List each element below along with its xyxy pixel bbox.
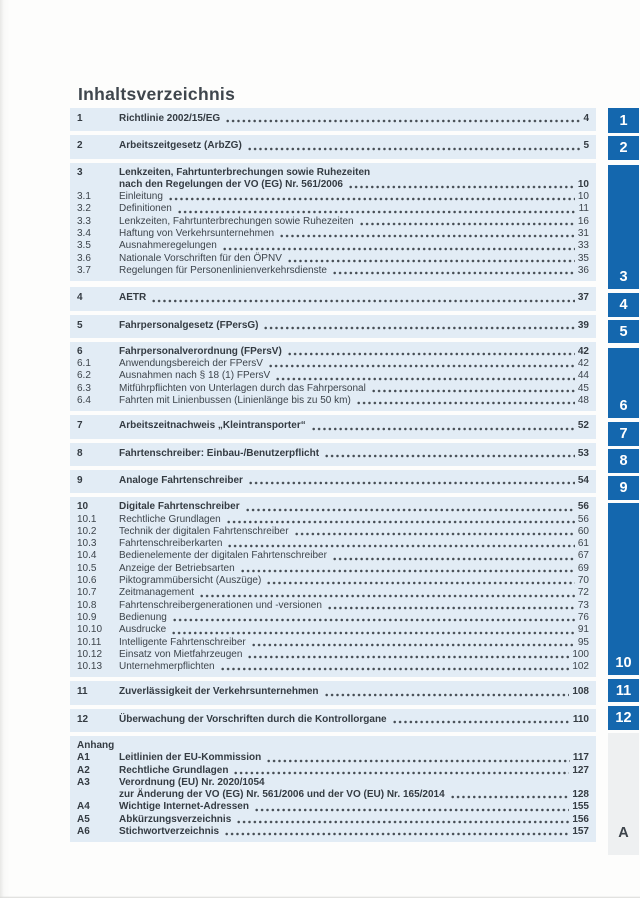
entry-title: Regelungen für Personenlinienverkehrsdienste [119,264,327,276]
toc-entry [77,346,589,358]
dotted-leader [287,259,575,263]
dotted-leader [168,197,575,201]
dotted-leader [247,147,581,151]
toc-entry [77,383,589,395]
entry-title: Arbeitszeitgesetz (ArbZG) [119,140,242,152]
entry-number: 10.12 [77,648,103,660]
appendix-label: Anhang [77,739,115,751]
toc-section-12 [70,709,596,732]
toc-entry [77,370,589,382]
entry-title: Digitale Fahrtenschreiber [119,501,240,513]
entry-number: 10.7 [77,587,97,599]
entry-number: 6.1 [77,358,91,370]
toc-section-2 [70,135,596,158]
toc-entry [77,814,589,826]
chapter-tab-1 [608,108,639,133]
page-number: 155 [572,801,589,813]
toc-entry [77,140,589,152]
entry-number: 10.4 [77,550,97,562]
chapter-tab-label: 1 [619,112,628,129]
entry-number: 10.13 [77,661,103,673]
page-number: 37 [577,292,589,304]
dotted-leader [356,401,575,405]
dotted-leader [263,326,574,330]
page-number: 56 [577,513,589,525]
toc-entry [77,550,589,562]
entry-title: Haftung von Verkehrsunternehmen [119,228,275,240]
toc-entry [77,563,589,575]
toc-entry [77,167,589,179]
entry-number: 1 [77,113,83,124]
page-number: 33 [577,240,589,252]
toc-section-10 [70,497,596,677]
entry-title: Einleitung [119,191,163,203]
page-number: 10 [577,178,589,190]
toc-entry [77,501,589,513]
entry-number: 3.5 [77,240,91,252]
chapter-tab-8 [608,449,639,473]
dotted-leader [287,352,575,356]
page-number: 73 [577,599,589,611]
chapter-tab-6 [608,348,639,418]
chapter-tab-A [608,733,639,855]
chapter-tab-label: 2 [619,140,628,156]
entry-title: Rechtliche Grundlagen [119,764,229,776]
entry-number: A1 [77,752,90,764]
entry-title: Anzeige der Betriebsarten [119,562,235,574]
toc-section-8 [70,443,596,466]
chapter-tab-label: 5 [619,323,628,340]
entry-number: 3.3 [77,215,91,227]
page-number: 36 [577,264,589,276]
chapter-tab-label: 3 [619,269,628,285]
dotted-leader [371,389,575,393]
dotted-leader [222,247,575,251]
entry-number: 12 [77,713,89,725]
toc-entry [77,686,589,698]
chapter-tab-label: 11 [615,682,632,699]
entry-number: 8 [77,447,83,459]
entry-title: Abkürzungsverzeichnis [119,813,232,825]
entry-number: 6 [77,345,83,357]
chapter-tab-2 [608,136,639,160]
toc-entry [77,600,589,612]
entry-number: 10.1 [77,513,97,525]
chapter-tab-7 [608,422,639,446]
toc-entry [77,113,589,125]
toc-entry [77,448,589,460]
page-number: 72 [577,587,589,599]
toc-entry [77,395,589,407]
dotted-leader [177,210,576,214]
page-number: 70 [577,575,589,587]
dotted-leader [199,594,575,598]
toc-entry [77,358,589,370]
chapter-tab-3 [608,165,639,289]
toc-entry [77,253,589,265]
entry-number: 10.11 [77,636,102,648]
entry-number: 2 [77,140,83,152]
toc-entry [77,575,589,587]
toc-entry [77,203,589,215]
entry-number: 4 [77,292,83,304]
page-number: 127 [572,764,589,776]
entry-title: Arbeitszeitnachweis „Kleintransporter“ [119,420,306,432]
entry-title: Nationale Vorschriften für den ÖPNV [119,252,282,264]
dotted-leader [151,299,575,303]
entry-title: Lenkzeiten, Fahrtunterbrechungen sowie Ruhezeiten [119,166,371,178]
chapter-tab-label: 6 [619,398,628,414]
entry-number: A4 [77,801,90,813]
toc-entry [77,649,589,661]
toc-section-5 [70,315,596,338]
page-number: 5 [583,140,589,152]
page-number: 4 [583,113,589,124]
toc-entry [77,538,589,550]
entry-title: Einsatz von Mietfahrzeugen [119,648,243,660]
dotted-leader [348,185,575,189]
entry-title: Verordnung (EU) Nr. 2020/1054 [119,776,265,788]
dotted-leader [226,520,575,524]
dotted-leader [227,544,574,548]
entry-title: Leitlinien der EU-Kommission [119,752,262,764]
entry-number: 9 [77,474,83,486]
entry-title: Fahrten mit Linienbussen (Linienlänge bis zu 50 km) [119,395,351,407]
dotted-leader [251,643,575,647]
entry-number: A2 [77,764,90,776]
entry-title: zur Änderung der VO (EG) Nr. 561/2006 und der VO (EU) Nr. 165/2014 [119,789,445,801]
page-number: 52 [577,420,589,432]
toc-entry [77,752,589,764]
dotted-leader [247,655,569,659]
entry-number: 7 [77,420,83,432]
toc-entry [77,514,589,526]
entry-title: Mitführpflichten von Unterlagen durch das Fahrpersonal [119,382,366,394]
toc-entry [77,526,589,538]
toc-entry [77,777,589,789]
page-number: 117 [572,752,589,764]
page-number: 35 [577,252,589,264]
page-number: 42 [577,358,589,370]
entry-number: 3.6 [77,252,91,264]
page-number: 69 [577,562,589,574]
toc-section-6 [70,342,596,411]
entry-title: Rechtliche Grundlagen [119,513,221,525]
chapter-tab-4 [608,293,639,317]
dotted-leader [245,508,575,512]
dotted-leader [248,481,575,485]
toc-entry [77,661,589,673]
page-number: 11 [578,203,589,215]
toc-entry [77,826,589,838]
page-number: 95 [577,636,589,648]
entry-title: Technik der digitalen Fahrtenschreiber [119,525,289,537]
page-number: 39 [577,319,589,331]
entry-title: Piktogrammübersicht (Auszüge) [119,575,262,587]
chapter-tab-9 [608,476,639,500]
dotted-leader [224,832,569,836]
entry-number: A3 [77,776,90,788]
entry-number: 10 [77,501,89,513]
dotted-leader [359,222,575,226]
chapter-tab-10 [608,503,639,675]
page-number: 67 [577,550,589,562]
toc-entry [77,612,589,624]
dotted-leader [240,569,575,573]
toc-appendix-heading [77,740,589,752]
dotted-leader [332,271,575,275]
dotted-leader [324,693,570,697]
toc-entry [77,801,589,813]
entry-title: Überwachung der Vorschriften durch die Kontrollorgane [119,713,387,725]
entry-title: Fahrtenschreibergenerationen und -versionen [119,599,322,611]
entry-title: Ausnahmeregelungen [119,240,217,252]
entry-title: Richtlinie 2002/15/EG [119,113,221,124]
entry-number: 10.5 [77,562,97,574]
page-number: 44 [577,370,589,382]
entry-title: Fahrtenschreiberkarten [119,538,223,550]
page-number: 54 [577,474,589,486]
toc-entry [77,228,589,240]
toc-entry [77,714,589,726]
entry-number: 10.9 [77,611,97,623]
entry-number: 10.6 [77,575,97,587]
entry-number: 3.1 [77,191,91,203]
page-number: 56 [577,501,589,513]
toc-entry [77,292,589,304]
dotted-leader [327,606,575,610]
page-number: 100 [572,648,589,660]
chapter-tab-5 [608,320,639,343]
dotted-leader [236,820,569,824]
entry-number: A6 [77,826,90,838]
page-number: 91 [577,624,589,636]
dotted-leader [171,631,575,635]
page-number: 102 [572,661,589,673]
entry-title: Bedienelemente der digitalen Fahrtenschreiber [119,550,327,562]
entry-title: Ausdrucke [119,624,167,636]
page-number: 156 [572,813,589,825]
page-number: 53 [577,447,589,459]
entry-title: Wichtige Internet-Adressen [119,801,249,813]
chapter-tab-label: 12 [615,710,632,726]
entry-title: Stichwortverzeichnis [119,826,220,838]
page-number: 10 [577,191,589,203]
entry-number: 3.2 [77,203,91,215]
dotted-leader [324,454,575,458]
chapter-tab-11 [608,679,639,702]
chapter-tab-label: 4 [619,297,628,313]
chapter-tab-12 [608,706,639,730]
chapter-tab-label: 8 [619,453,628,469]
entry-number: 10.10 [77,624,103,636]
dotted-leader [225,119,580,123]
page-number: 45 [577,382,589,394]
page-number: 157 [572,826,589,838]
page-number: 16 [577,215,589,227]
dotted-leader [311,427,575,431]
toc-entry [77,179,589,191]
toc-section-4 [70,287,596,310]
entry-number: 6.2 [77,370,91,382]
toc-entry [77,191,589,203]
dotted-leader [220,667,570,671]
toc-section-A [70,736,596,842]
toc-section-7 [70,415,596,438]
entry-number: 6.3 [77,382,91,394]
entry-title: Bedienung [119,611,167,623]
page-number: 42 [577,345,589,357]
entry-number: 3.7 [77,264,91,276]
entry-number: 3 [77,166,83,178]
entry-title: Fahrpersonalgesetz (FPersG) [119,319,259,331]
entry-number: 10.3 [77,538,97,550]
dotted-leader [268,364,575,368]
entry-title: Fahrpersonalverordnung (FPersV) [119,345,282,357]
page-number: 76 [577,611,589,623]
page-number: 61 [577,538,589,550]
toc-entry [77,216,589,228]
entry-title: nach den Regelungen der VO (EG) Nr. 561/2006 [119,178,343,190]
dotted-leader [266,581,575,585]
entry-title: Lenkzeiten, Fahrtunterbrechungen sowie Ruhezeiten [119,215,354,227]
toc-section-1 [70,108,596,131]
entry-title: Ausnahmen nach § 18 (1) FPersV [119,370,271,382]
toc-entry [77,475,589,487]
entry-title: Unternehmerpflichten [119,661,215,673]
entry-number: 11 [77,686,88,698]
page-number: 110 [572,713,589,725]
dotted-leader [392,720,570,724]
entry-number: A5 [77,813,90,825]
page-number: 60 [577,525,589,537]
toc-section-11 [70,681,596,704]
chapter-tab-label: A [618,825,629,841]
toc-section-9 [70,470,596,493]
entry-number: 10.8 [77,599,97,611]
entry-title: Anwendungsbereich der FPersV [119,358,263,370]
page-number: 128 [572,789,589,801]
dotted-leader [233,771,569,775]
dotted-leader [332,557,575,561]
page-title: Inhaltsverzeichnis [78,84,236,104]
toc-entry [77,765,589,777]
toc-entry [77,265,589,277]
chapter-tab-label: 9 [619,480,628,496]
dotted-leader [450,795,570,799]
entry-number: 6.4 [77,395,91,407]
page-number: 31 [577,228,589,240]
toc-section-3 [70,163,596,282]
toc-entry [77,637,589,649]
entry-number: 3.4 [77,228,91,240]
chapter-tab-label: 7 [619,426,628,442]
entry-number: 10.2 [77,525,97,537]
dotted-leader [275,377,575,381]
dotted-leader [254,808,569,812]
toc-entry [77,789,589,801]
toc-entry [77,587,589,599]
toc-entry [77,320,589,332]
entry-title: Zuverlässigkeit der Verkehrsunternehmen [119,686,319,698]
entry-title: AETR [119,292,147,304]
toc-entry [77,240,589,252]
chapter-tab-label: 10 [615,655,632,671]
page-number: 48 [577,395,589,407]
entry-title: Definitionen [119,203,172,215]
entry-title: Analoge Fahrtenschreiber [119,474,243,486]
dotted-leader [172,618,575,622]
entry-number: 5 [77,319,83,331]
table-of-contents [70,108,596,846]
dotted-leader [266,759,570,763]
toc-entry [77,420,589,432]
dotted-leader [294,532,575,536]
page-number: 108 [572,686,589,698]
entry-title: Zeitmanagement [119,587,195,599]
entry-title: Intelligente Fahrtenschreiber [119,636,246,648]
dotted-leader [279,234,575,238]
entry-title: Fahrtenschreiber: Einbau-/Benutzerpflicht [119,447,320,459]
toc-entry [77,624,589,636]
